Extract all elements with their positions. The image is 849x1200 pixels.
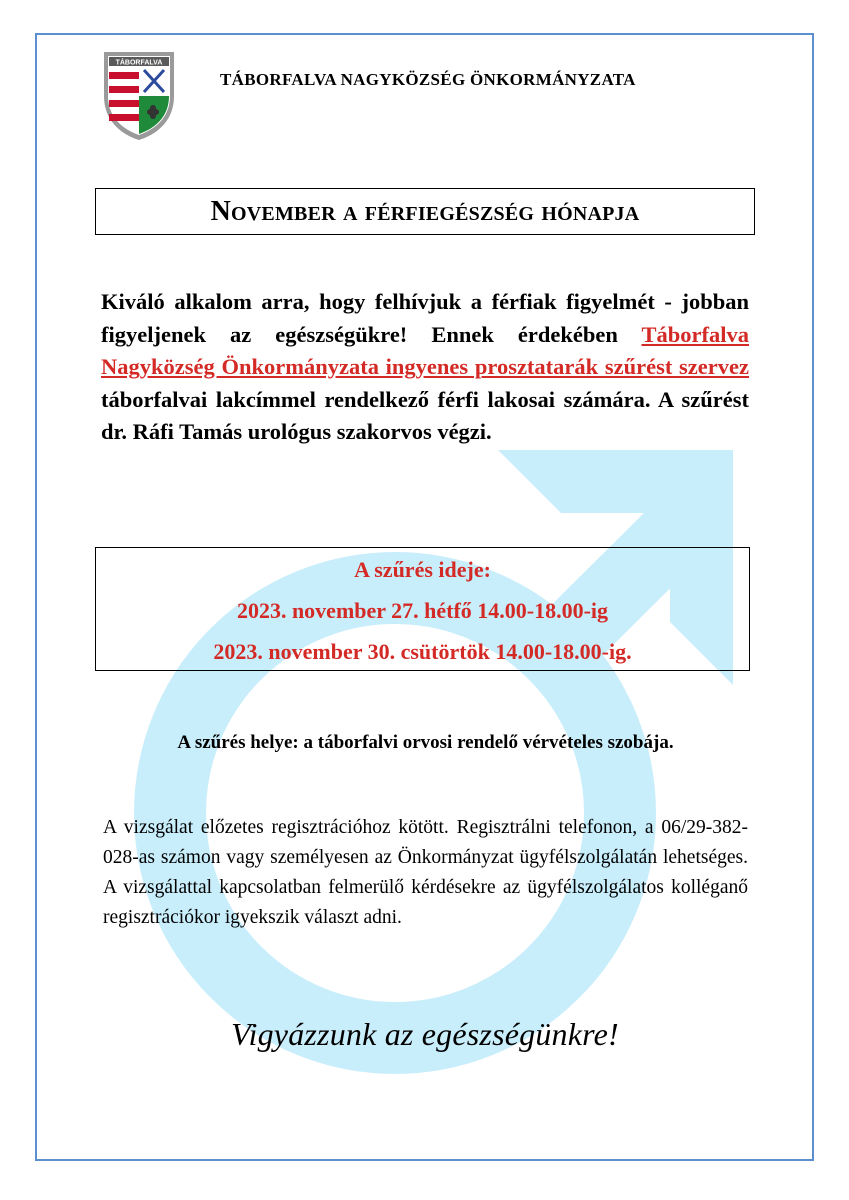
schedule-date: 2023. november 30. csütörtök 14.00-18.00-ig.: [213, 639, 632, 664]
intro-text-end: táborfalvai lakcímmel rendelkező férfi lakosai számára. A szűrést dr. Ráfi Tamás urológus szakorvos végzi.: [101, 386, 749, 444]
headline: November a férfiegészség hónapja: [210, 195, 640, 227]
intro-text-start: Kiváló alkalom arra, hogy felhívjuk a férfiak figyelmét - jobban figyeljenek az egészségükre! Ennek érdekében: [101, 289, 749, 347]
schedule-heading: A szűrés ideje:: [354, 557, 491, 582]
headline-box: [95, 188, 755, 235]
intro-highlight: Táborfalva Nagyközség Önkormányzata ingyenes prosztatarák szűrést szervez: [101, 321, 749, 379]
intro-paragraph: [101, 286, 749, 449]
closing-slogan: Vigyázzunk az egészségünkre!: [231, 1016, 619, 1052]
crest-icon: [100, 48, 178, 142]
header-title: TÁBORFALVA NAGYKÖZSÉG ÖNKORMÁNYZATA: [220, 70, 636, 89]
location-text: A szűrés helye: a táborfalvi orvosi rendelő vérvételes szobája.: [177, 732, 674, 753]
crest-label: TÁBORFALVA: [115, 59, 163, 67]
registration-paragraph: A vizsgálat előzetes regisztrációhoz kötött. Regisztrálni telefonon, a 06/29-382-028-as számon vagy személyesen az Önkormányzat ügyfélszolgálatán lehetséges. A vizsgálattal kapcsolatban felmerülő kérdésekre az ügyfélszolgálatos kolléganő regisztrációkor igyekszik választ adni.: [103, 817, 748, 928]
schedule-box: [95, 547, 750, 671]
schedule-date: 2023. november 27. hétfő 14.00-18.00-ig: [236, 598, 609, 623]
